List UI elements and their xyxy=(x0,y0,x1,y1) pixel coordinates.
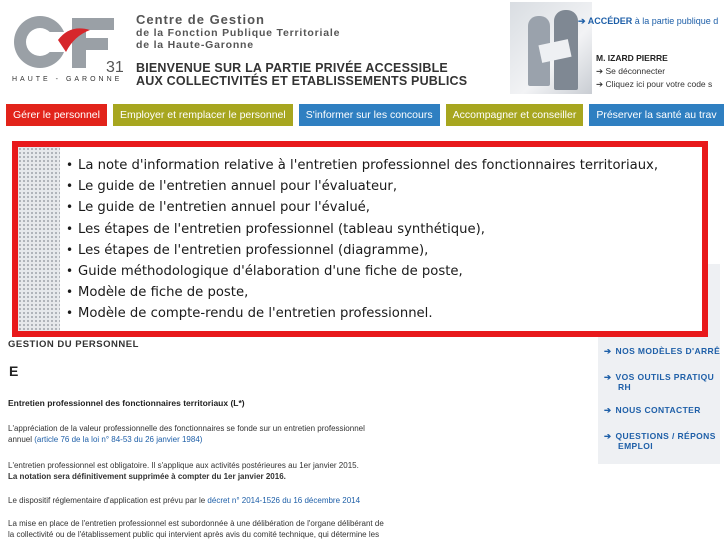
para4-line1: La mise en place de l'entretien professionnel est subordonnée à une délibération de l'organe délibérant de xyxy=(8,519,384,528)
bullet-icon: • xyxy=(66,285,74,300)
sidebar-link-outils[interactable] xyxy=(604,372,714,392)
arrow-right-icon: ➔ xyxy=(604,405,612,415)
paragraph-1 xyxy=(8,423,588,445)
user-name: M. IZARD PIERRE xyxy=(596,53,668,63)
site-header xyxy=(0,0,720,96)
sidebar-link-label2: RH xyxy=(618,382,632,392)
org-title xyxy=(136,12,340,51)
arrow-right-icon: ➔ xyxy=(604,346,612,356)
list-item-label: Le guide de l'entretien annuel pour l'évalué, xyxy=(78,200,370,216)
list-item[interactable] xyxy=(66,219,658,240)
password-link[interactable] xyxy=(596,78,726,91)
list-item[interactable] xyxy=(66,240,658,261)
org-title-line3: de la Haute-Garonne xyxy=(136,39,254,51)
arrow-right-icon: ➔ xyxy=(596,66,606,76)
article-heading: Entretien professionnel des fonctionnaires territoriaux (L*) xyxy=(8,398,245,408)
list-item-label: Modèle de fiche de poste, xyxy=(78,285,249,301)
main-nav xyxy=(0,104,720,126)
bullet-icon: • xyxy=(66,179,74,194)
para3-line1 xyxy=(8,495,588,506)
list-item[interactable] xyxy=(66,176,658,197)
list-item-label: Les étapes de l'entretien professionnel (diagramme), xyxy=(78,242,429,258)
decree-link[interactable]: décret n° 2014-1526 du 16 décembre 2014 xyxy=(207,496,361,505)
paragraph-3 xyxy=(8,495,588,506)
sidebar-link-questions[interactable] xyxy=(604,431,716,451)
welcome-banner xyxy=(136,62,467,88)
bullet-icon: • xyxy=(66,242,74,257)
nav-employer-remplacer[interactable]: Employer et remplacer le personnel xyxy=(113,104,293,126)
arrow-right-icon: ➔ xyxy=(604,372,612,382)
nav-gerer-personnel[interactable]: Gérer le personnel xyxy=(6,104,107,126)
access-rest: à la partie publique d xyxy=(634,16,719,26)
list-item-label: Modèle de compte-rendu de l'entretien professionnel. xyxy=(78,306,433,322)
list-item-label: La note d'information relative à l'entretien professionnel des fonctionnaires territoriaux, xyxy=(78,158,659,173)
list-item-label: Le guide de l'entretien annuel pour l'évaluateur, xyxy=(78,179,398,195)
para2-line1: L'entretien professionnel est obligatoire. Il s'applique aux activités postérieures au 1er janvier 2015. xyxy=(8,461,359,470)
section-title: GESTION DU PERSONNEL xyxy=(8,339,139,350)
user-panel xyxy=(596,52,726,91)
arrow-right-icon: ➔ xyxy=(578,16,588,26)
svg-text:31: 31 xyxy=(106,59,124,76)
list-item[interactable] xyxy=(66,155,658,176)
password-label: Cliquez ici pour votre code s xyxy=(605,79,713,89)
list-item[interactable] xyxy=(66,197,658,218)
para4-line2: la collectivité ou de l'établissement public qui intervient après avis du comité technique, qui détermine les xyxy=(8,530,380,539)
arrow-right-icon: ➔ xyxy=(596,79,606,89)
sidebar-link-label: QUESTIONS / RÉPONS xyxy=(615,431,716,441)
arrow-right-icon: ➔ xyxy=(604,431,612,441)
sidebar-link-label2: EMPLOI xyxy=(618,441,653,451)
para2-line2: La notation sera définitivement supprimée à compter du 1er janvier 2016. xyxy=(8,472,286,481)
sidebar-link-label: NOS MODÈLES D'ARRÊ xyxy=(615,346,721,356)
bullet-icon: • xyxy=(66,158,74,172)
sidebar-link-label: NOUS CONTACTER xyxy=(615,405,701,415)
highlight-overlay xyxy=(12,141,708,337)
document-list xyxy=(66,155,658,325)
logo-subtitle: HAUTE - GARONNE xyxy=(12,76,123,83)
org-title-line1: Centre de Gestion xyxy=(136,12,265,27)
nav-concours[interactable]: S'informer sur les concours xyxy=(299,104,440,126)
logout-link[interactable] xyxy=(596,65,726,78)
nav-accompagner[interactable]: Accompagner et conseiller xyxy=(446,104,584,126)
org-title-line2: de la Fonction Publique Territoriale xyxy=(136,27,341,39)
logout-label: Se déconnecter xyxy=(605,66,666,76)
paragraph-4 xyxy=(8,518,588,540)
access-prefix: ACCÉDER xyxy=(587,16,633,26)
bullet-icon: • xyxy=(66,221,74,236)
para1-line2 xyxy=(8,434,588,445)
public-access-link[interactable] xyxy=(578,16,718,27)
welcome-line1: BIENVENUE SUR LA PARTIE PRIVÉE ACCESSIBLE xyxy=(136,61,448,75)
welcome-line2: AUX COLLECTIVITÉS ET ETABLISSEMENTS PUBLICS xyxy=(136,74,468,88)
list-item-label: Les étapes de l'entretien professionnel (tableau synthétique), xyxy=(78,221,485,237)
para3-pre: Le dispositif réglementaire d'application est prévu par le xyxy=(8,496,208,505)
sidebar-link-contact[interactable] xyxy=(604,405,701,415)
drop-letter: E xyxy=(9,363,19,379)
dotted-pattern xyxy=(18,147,60,331)
sidebar-link-label: VOS OUTILS PRATIQU xyxy=(615,372,715,382)
nav-preserver-sante[interactable]: Préserver la santé au trav xyxy=(589,104,723,126)
bullet-icon: • xyxy=(66,200,74,215)
para1-line1: L'appréciation de la valeur professionnelle des fonctionnaires se fonde sur un entretien professionnel xyxy=(8,424,365,433)
para1-pre: annuel xyxy=(8,435,35,444)
bullet-icon: • xyxy=(66,306,74,321)
sidebar-link-modeles[interactable] xyxy=(604,346,720,356)
list-item[interactable] xyxy=(66,261,658,282)
paragraph-2 xyxy=(8,460,588,482)
list-item-label: Guide méthodologique d'élaboration d'une fiche de poste, xyxy=(78,264,463,280)
bullet-icon: • xyxy=(66,264,74,279)
list-item[interactable] xyxy=(66,282,658,303)
list-item[interactable] xyxy=(66,303,658,324)
law-link[interactable]: (article 76 de la loi n° 84-53 du 26 janvier 1984) xyxy=(34,435,203,444)
